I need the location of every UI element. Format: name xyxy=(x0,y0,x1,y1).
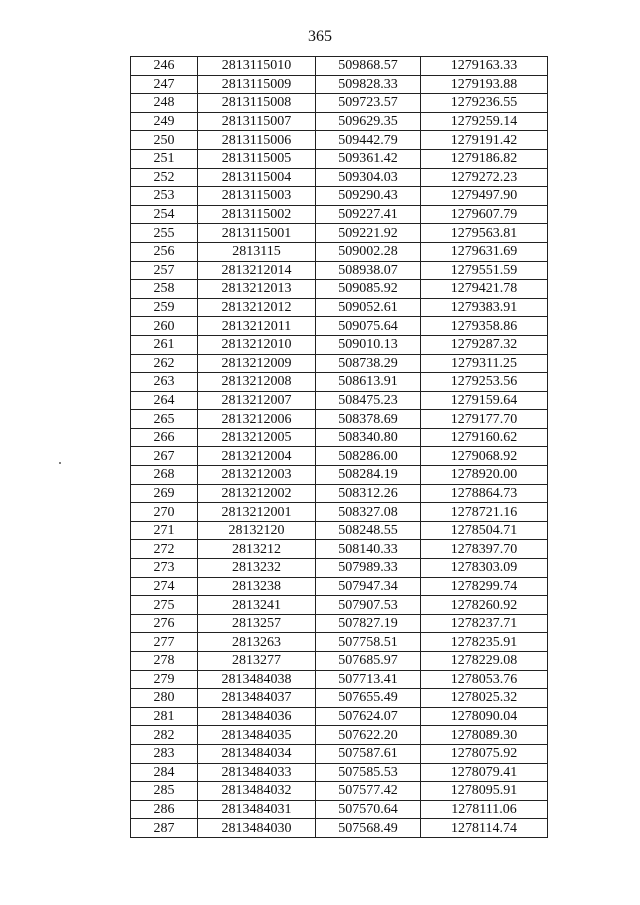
row-index-cell: 246 xyxy=(131,57,198,76)
x-coordinate-cell: 509075.64 xyxy=(316,317,421,336)
table-row xyxy=(131,521,548,540)
y-coordinate-cell: 1279551.59 xyxy=(421,261,548,280)
y-coordinate-cell: 1279563.81 xyxy=(421,224,548,243)
row-index-cell: 280 xyxy=(131,689,198,708)
y-coordinate-cell: 1279159.64 xyxy=(421,391,548,410)
y-coordinate-cell: 1279497.90 xyxy=(421,187,548,206)
row-index-cell: 260 xyxy=(131,317,198,336)
row-index-cell: 284 xyxy=(131,763,198,782)
row-index-cell: 264 xyxy=(131,391,198,410)
y-coordinate-cell: 1278260.92 xyxy=(421,596,548,615)
row-index-cell: 255 xyxy=(131,224,198,243)
y-coordinate-cell: 1279272.23 xyxy=(421,168,548,187)
x-coordinate-cell: 507585.53 xyxy=(316,763,421,782)
point-id-cell: 2813484032 xyxy=(198,782,316,801)
table-row xyxy=(131,75,548,94)
y-coordinate-cell: 1278095.91 xyxy=(421,782,548,801)
table-row xyxy=(131,466,548,485)
table-row xyxy=(131,447,548,466)
x-coordinate-cell: 507947.34 xyxy=(316,577,421,596)
point-id-cell: 2813484035 xyxy=(198,726,316,745)
x-coordinate-cell: 509221.92 xyxy=(316,224,421,243)
table-row xyxy=(131,261,548,280)
x-coordinate-cell: 507577.42 xyxy=(316,782,421,801)
x-coordinate-cell: 508938.07 xyxy=(316,261,421,280)
point-id-cell: 2813115007 xyxy=(198,112,316,131)
x-coordinate-cell: 507624.07 xyxy=(316,707,421,726)
page-number: 365 xyxy=(308,28,332,45)
point-id-cell: 2813212007 xyxy=(198,391,316,410)
x-coordinate-cell: 508327.08 xyxy=(316,503,421,522)
y-coordinate-cell: 1278111.06 xyxy=(421,800,548,819)
table-row xyxy=(131,187,548,206)
y-coordinate-cell: 1278920.00 xyxy=(421,466,548,485)
row-index-cell: 283 xyxy=(131,744,198,763)
row-index-cell: 272 xyxy=(131,540,198,559)
point-id-cell: 2813212008 xyxy=(198,373,316,392)
table-row xyxy=(131,484,548,503)
row-index-cell: 282 xyxy=(131,726,198,745)
y-coordinate-cell: 1279383.91 xyxy=(421,298,548,317)
y-coordinate-cell: 1278089.30 xyxy=(421,726,548,745)
y-coordinate-cell: 1278504.71 xyxy=(421,521,548,540)
row-index-cell: 286 xyxy=(131,800,198,819)
coordinates-table xyxy=(130,56,548,838)
coordinates-table-body xyxy=(131,57,548,838)
point-id-cell: 2813277 xyxy=(198,652,316,671)
point-id-cell: 2813484038 xyxy=(198,670,316,689)
point-id-cell: 2813212004 xyxy=(198,447,316,466)
table-row xyxy=(131,726,548,745)
x-coordinate-cell: 508140.33 xyxy=(316,540,421,559)
row-index-cell: 274 xyxy=(131,577,198,596)
row-index-cell: 279 xyxy=(131,670,198,689)
row-index-cell: 269 xyxy=(131,484,198,503)
table-row xyxy=(131,149,548,168)
row-index-cell: 285 xyxy=(131,782,198,801)
point-id-cell: 2813232 xyxy=(198,559,316,578)
x-coordinate-cell: 509629.35 xyxy=(316,112,421,131)
x-coordinate-cell: 507758.51 xyxy=(316,633,421,652)
table-row xyxy=(131,559,548,578)
table-row xyxy=(131,707,548,726)
row-index-cell: 275 xyxy=(131,596,198,615)
y-coordinate-cell: 1279607.79 xyxy=(421,205,548,224)
y-coordinate-cell: 1279311.25 xyxy=(421,354,548,373)
point-id-cell: 2813212006 xyxy=(198,410,316,429)
y-coordinate-cell: 1279068.92 xyxy=(421,447,548,466)
y-coordinate-cell: 1278237.71 xyxy=(421,614,548,633)
point-id-cell: 2813115006 xyxy=(198,131,316,150)
point-id-cell: 2813212002 xyxy=(198,484,316,503)
point-id-cell: 2813212001 xyxy=(198,503,316,522)
row-index-cell: 253 xyxy=(131,187,198,206)
x-coordinate-cell: 507827.19 xyxy=(316,614,421,633)
table-row xyxy=(131,391,548,410)
row-index-cell: 281 xyxy=(131,707,198,726)
x-coordinate-cell: 507587.61 xyxy=(316,744,421,763)
point-id-cell: 2813484034 xyxy=(198,744,316,763)
x-coordinate-cell: 508284.19 xyxy=(316,466,421,485)
x-coordinate-cell: 508248.55 xyxy=(316,521,421,540)
y-coordinate-cell: 1278235.91 xyxy=(421,633,548,652)
y-coordinate-cell: 1279631.69 xyxy=(421,242,548,261)
x-coordinate-cell: 509052.61 xyxy=(316,298,421,317)
table-row xyxy=(131,670,548,689)
point-id-cell: 2813484033 xyxy=(198,763,316,782)
y-coordinate-cell: 1279186.82 xyxy=(421,149,548,168)
row-index-cell: 254 xyxy=(131,205,198,224)
point-id-cell: 2813212014 xyxy=(198,261,316,280)
table-row xyxy=(131,335,548,354)
table-row xyxy=(131,354,548,373)
table-row xyxy=(131,280,548,299)
x-coordinate-cell: 509361.42 xyxy=(316,149,421,168)
row-index-cell: 258 xyxy=(131,280,198,299)
point-id-cell: 2813212011 xyxy=(198,317,316,336)
row-index-cell: 251 xyxy=(131,149,198,168)
table-row xyxy=(131,112,548,131)
table-row xyxy=(131,744,548,763)
x-coordinate-cell: 509085.92 xyxy=(316,280,421,299)
point-id-cell: 2813484037 xyxy=(198,689,316,708)
y-coordinate-cell: 1279259.14 xyxy=(421,112,548,131)
y-coordinate-cell: 1278079.41 xyxy=(421,763,548,782)
x-coordinate-cell: 507713.41 xyxy=(316,670,421,689)
point-id-cell: 28132120 xyxy=(198,521,316,540)
table-row xyxy=(131,298,548,317)
x-coordinate-cell: 507655.49 xyxy=(316,689,421,708)
table-row xyxy=(131,782,548,801)
row-index-cell: 287 xyxy=(131,819,198,838)
y-coordinate-cell: 1278053.76 xyxy=(421,670,548,689)
table-row xyxy=(131,503,548,522)
y-coordinate-cell: 1278025.32 xyxy=(421,689,548,708)
row-index-cell: 268 xyxy=(131,466,198,485)
table-row xyxy=(131,652,548,671)
point-id-cell: 2813212013 xyxy=(198,280,316,299)
table-row xyxy=(131,94,548,113)
table-row xyxy=(131,57,548,76)
table-row xyxy=(131,689,548,708)
table-row xyxy=(131,577,548,596)
table-row xyxy=(131,540,548,559)
row-index-cell: 262 xyxy=(131,354,198,373)
row-index-cell: 247 xyxy=(131,75,198,94)
x-coordinate-cell: 507907.53 xyxy=(316,596,421,615)
point-id-cell: 2813115005 xyxy=(198,149,316,168)
y-coordinate-cell: 1278864.73 xyxy=(421,484,548,503)
point-id-cell: 2813212009 xyxy=(198,354,316,373)
row-index-cell: 277 xyxy=(131,633,198,652)
point-id-cell: 2813115004 xyxy=(198,168,316,187)
row-index-cell: 250 xyxy=(131,131,198,150)
x-coordinate-cell: 508286.00 xyxy=(316,447,421,466)
x-coordinate-cell: 509290.43 xyxy=(316,187,421,206)
point-id-cell: 2813115009 xyxy=(198,75,316,94)
x-coordinate-cell: 509442.79 xyxy=(316,131,421,150)
table-row xyxy=(131,168,548,187)
row-index-cell: 257 xyxy=(131,261,198,280)
table-row xyxy=(131,205,548,224)
table-row xyxy=(131,614,548,633)
x-coordinate-cell: 508378.69 xyxy=(316,410,421,429)
y-coordinate-cell: 1278721.16 xyxy=(421,503,548,522)
y-coordinate-cell: 1279191.42 xyxy=(421,131,548,150)
table-row xyxy=(131,317,548,336)
x-coordinate-cell: 509304.03 xyxy=(316,168,421,187)
y-coordinate-cell: 1278090.04 xyxy=(421,707,548,726)
x-coordinate-cell: 509227.41 xyxy=(316,205,421,224)
y-coordinate-cell: 1279421.78 xyxy=(421,280,548,299)
table-row xyxy=(131,633,548,652)
y-coordinate-cell: 1279358.86 xyxy=(421,317,548,336)
table-row xyxy=(131,410,548,429)
point-id-cell: 2813212003 xyxy=(198,466,316,485)
point-id-cell: 2813212010 xyxy=(198,335,316,354)
point-id-cell: 2813115001 xyxy=(198,224,316,243)
table-row xyxy=(131,373,548,392)
row-index-cell: 266 xyxy=(131,428,198,447)
y-coordinate-cell: 1278114.74 xyxy=(421,819,548,838)
point-id-cell: 2813484031 xyxy=(198,800,316,819)
y-coordinate-cell: 1279163.33 xyxy=(421,57,548,76)
x-coordinate-cell: 508613.91 xyxy=(316,373,421,392)
y-coordinate-cell: 1279160.62 xyxy=(421,428,548,447)
x-coordinate-cell: 509010.13 xyxy=(316,335,421,354)
x-coordinate-cell: 508738.29 xyxy=(316,354,421,373)
x-coordinate-cell: 509828.33 xyxy=(316,75,421,94)
row-index-cell: 278 xyxy=(131,652,198,671)
y-coordinate-cell: 1278075.92 xyxy=(421,744,548,763)
point-id-cell: 2813115 xyxy=(198,242,316,261)
point-id-cell: 2813115003 xyxy=(198,187,316,206)
point-id-cell: 2813263 xyxy=(198,633,316,652)
y-coordinate-cell: 1278229.08 xyxy=(421,652,548,671)
table-row xyxy=(131,596,548,615)
row-index-cell: 248 xyxy=(131,94,198,113)
table-row xyxy=(131,800,548,819)
table-row xyxy=(131,763,548,782)
table-row xyxy=(131,131,548,150)
y-coordinate-cell: 1279253.56 xyxy=(421,373,548,392)
row-index-cell: 271 xyxy=(131,521,198,540)
row-index-cell: 265 xyxy=(131,410,198,429)
x-coordinate-cell: 508475.23 xyxy=(316,391,421,410)
point-id-cell: 2813115002 xyxy=(198,205,316,224)
y-coordinate-cell: 1278303.09 xyxy=(421,559,548,578)
table-row xyxy=(131,224,548,243)
x-coordinate-cell: 507568.49 xyxy=(316,819,421,838)
table-row xyxy=(131,819,548,838)
row-index-cell: 263 xyxy=(131,373,198,392)
y-coordinate-cell: 1278299.74 xyxy=(421,577,548,596)
y-coordinate-cell: 1278397.70 xyxy=(421,540,548,559)
point-id-cell: 2813241 xyxy=(198,596,316,615)
scan-speck xyxy=(59,462,61,464)
point-id-cell: 2813484036 xyxy=(198,707,316,726)
point-id-cell: 2813484030 xyxy=(198,819,316,838)
x-coordinate-cell: 508340.80 xyxy=(316,428,421,447)
row-index-cell: 267 xyxy=(131,447,198,466)
x-coordinate-cell: 507989.33 xyxy=(316,559,421,578)
point-id-cell: 2813238 xyxy=(198,577,316,596)
x-coordinate-cell: 509723.57 xyxy=(316,94,421,113)
point-id-cell: 2813115008 xyxy=(198,94,316,113)
point-id-cell: 2813115010 xyxy=(198,57,316,76)
row-index-cell: 256 xyxy=(131,242,198,261)
row-index-cell: 273 xyxy=(131,559,198,578)
y-coordinate-cell: 1279193.88 xyxy=(421,75,548,94)
x-coordinate-cell: 509002.28 xyxy=(316,242,421,261)
table-row xyxy=(131,428,548,447)
point-id-cell: 2813257 xyxy=(198,614,316,633)
row-index-cell: 252 xyxy=(131,168,198,187)
point-id-cell: 2813212012 xyxy=(198,298,316,317)
x-coordinate-cell: 509868.57 xyxy=(316,57,421,76)
row-index-cell: 249 xyxy=(131,112,198,131)
table-row xyxy=(131,242,548,261)
y-coordinate-cell: 1279287.32 xyxy=(421,335,548,354)
row-index-cell: 261 xyxy=(131,335,198,354)
y-coordinate-cell: 1279236.55 xyxy=(421,94,548,113)
row-index-cell: 270 xyxy=(131,503,198,522)
point-id-cell: 2813212005 xyxy=(198,428,316,447)
x-coordinate-cell: 507622.20 xyxy=(316,726,421,745)
x-coordinate-cell: 508312.26 xyxy=(316,484,421,503)
x-coordinate-cell: 507570.64 xyxy=(316,800,421,819)
row-index-cell: 276 xyxy=(131,614,198,633)
y-coordinate-cell: 1279177.70 xyxy=(421,410,548,429)
point-id-cell: 2813212 xyxy=(198,540,316,559)
x-coordinate-cell: 507685.97 xyxy=(316,652,421,671)
row-index-cell: 259 xyxy=(131,298,198,317)
